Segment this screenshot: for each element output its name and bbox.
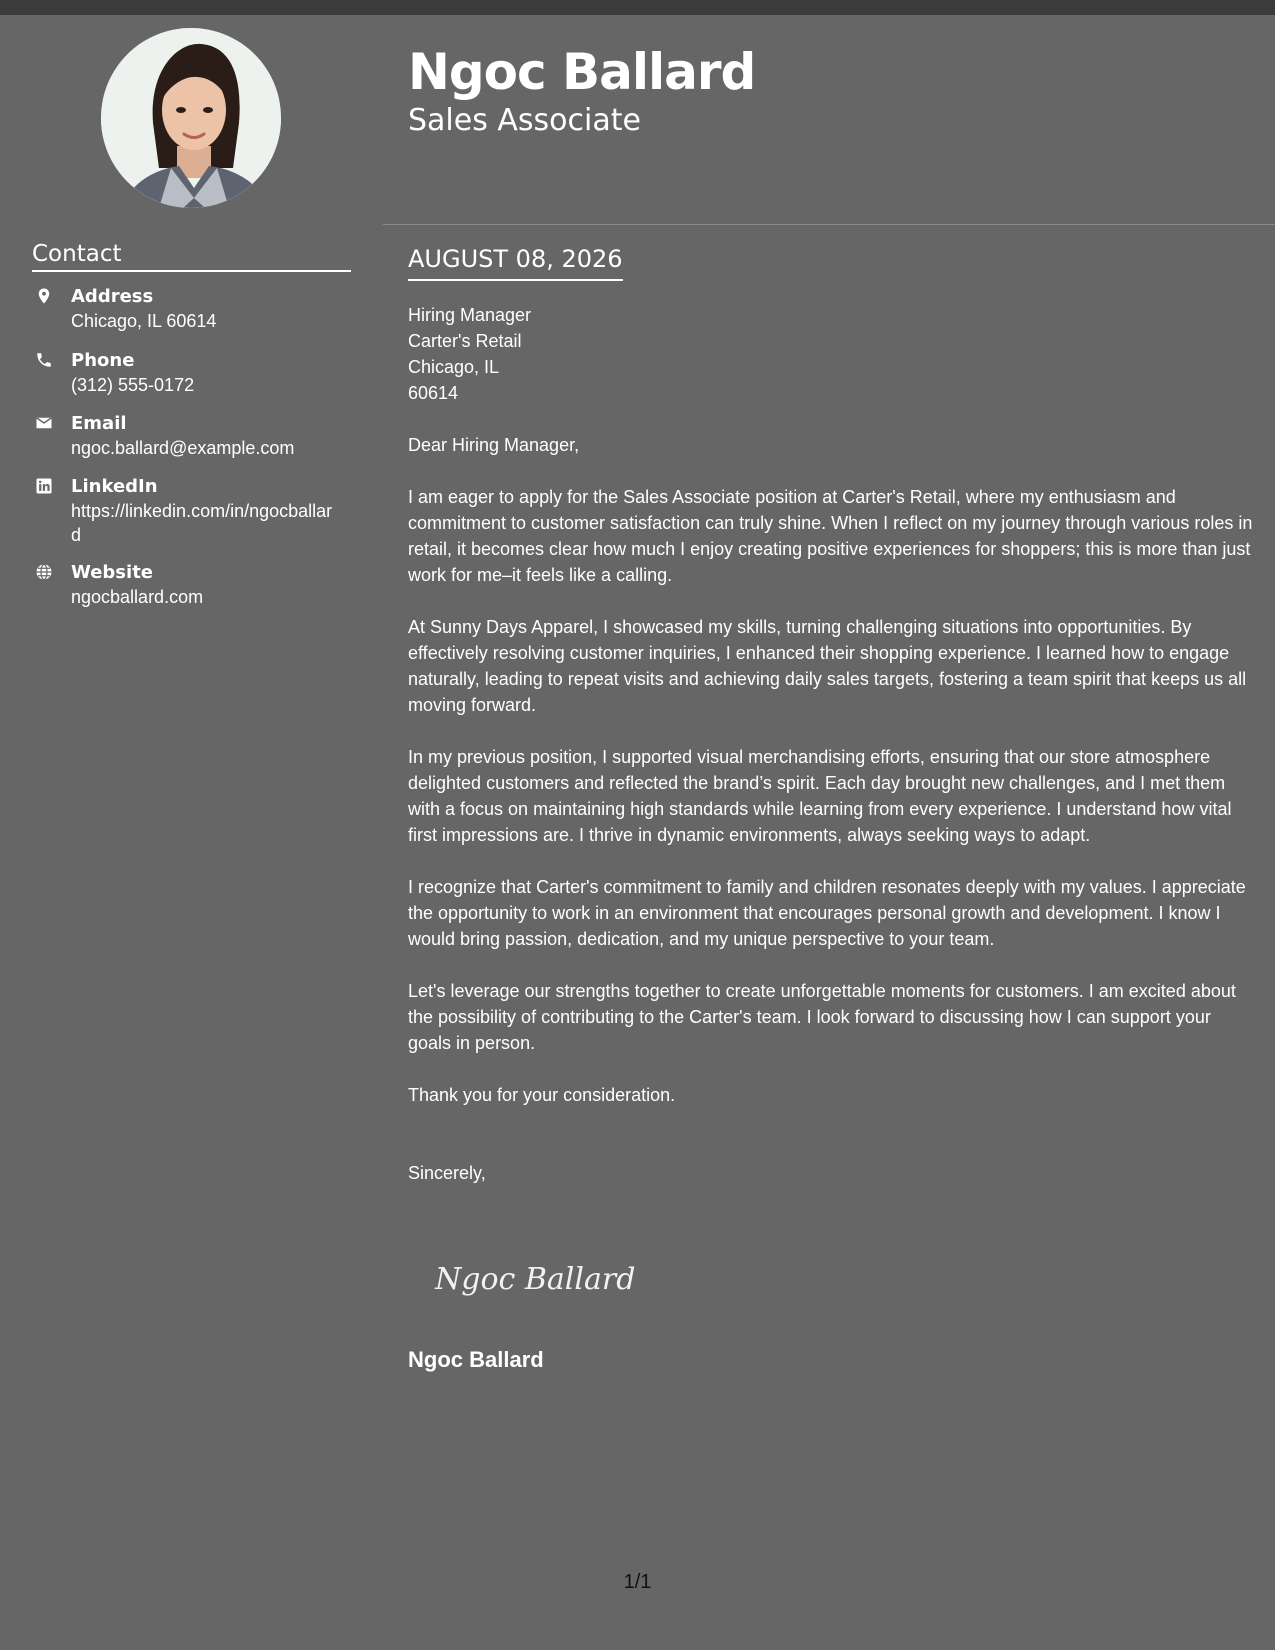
recipient-line: 60614 [408,383,459,403]
map-pin-icon [35,287,53,305]
email-icon [35,414,53,432]
globe-icon [35,563,53,581]
body-paragraph: I recognize that Carter's commitment to family and children resonates deeply with my values. I appreciate the opportunity to work in an environment that encourages personal growth and development. I know I would bring passion, dedication, and my unique perspective to your team. [408,877,1246,949]
website-value[interactable]: ngocballard.com [71,587,204,607]
body-paragraph: At Sunny Days Apparel, I showcased my skills, turning challenging situations into opportunities. By effectively resolving customer inquiries, I enhanced their shopping experience. I learned how to engage naturally, leading to repeat visits and achieving daily sales targets, fostering a team spirit that keeps us all moving forward. [408,617,1247,715]
recipient-line: Chicago, IL [408,357,500,377]
letter-body [408,302,1258,1186]
website-label: Website [71,562,154,583]
applicant-name: Ngoc Ballard [408,43,756,101]
letter-date: AUGUST 08, 2026 [408,245,623,281]
avatar [101,28,281,208]
phone-value: (312) 555-0172 [71,375,195,395]
email-label: Email [71,413,127,434]
top-bar [0,0,1275,15]
phone-icon [35,351,53,369]
handwritten-signature [431,1255,671,1303]
signature-text: Ngoc Ballard [435,1262,636,1297]
sidebar [0,15,383,1650]
closing: Sincerely, [408,1163,486,1183]
body-paragraph: I am eager to apply for the Sales Associate position at Carter's Retail, where my enthusiasm and commitment to customer satisfaction can truly shine. When I reflect on my journey through various roles in retail, it becomes clear how much I enjoy creating positive experiences for shoppers; this is more than just work for me–it feels like a calling. [408,487,1253,585]
contact-email [32,412,352,475]
header-divider [383,224,1275,225]
linkedin-icon [35,477,53,495]
body-paragraph: Let's leverage our strengths together to create unforgettable moments for customers. I am excited about the possibility of contributing to the Carter's team. I look forward to discussing how I can support your goals in person. [408,981,1236,1053]
body-paragraph: Thank you for your consideration. [408,1085,676,1105]
address-label: Address [71,286,154,307]
letter-main [383,15,1275,1650]
address-value: Chicago, IL 60614 [71,311,217,331]
contact-phone [32,349,352,412]
contact-address [32,285,352,349]
applicant-title: Sales Associate [408,103,641,138]
body-paragraph: In my previous position, I supported visual merchandising efforts, ensuring that our store atmosphere delighted customers and reflected the brand’s spirit. Each day brought new challenges, and I met them with a focus on maintaining high standards while learning from every experience. I understand how vital first impressions are. I thrive in dynamic environments, always seeking ways to adapt. [408,747,1232,845]
linkedin-value[interactable]: https://linkedin.com/in/ngocballard [71,501,333,545]
salutation: Dear Hiring Manager, [408,435,580,455]
signer-name: Ngoc Ballard [408,1347,544,1372]
contact-heading: Contact [32,241,351,272]
contact-linkedin [32,475,352,561]
recipient-block [408,302,1258,406]
phone-label: Phone [71,350,135,371]
page-number: 1/1 [623,1571,652,1593]
contact-website [32,561,352,621]
email-value[interactable]: ngoc.ballard@example.com [71,438,295,458]
recipient-line: Hiring Manager [408,305,532,325]
linkedin-label: LinkedIn [71,476,158,497]
contact-list [32,285,352,621]
recipient-line: Carter's Retail [408,331,522,351]
